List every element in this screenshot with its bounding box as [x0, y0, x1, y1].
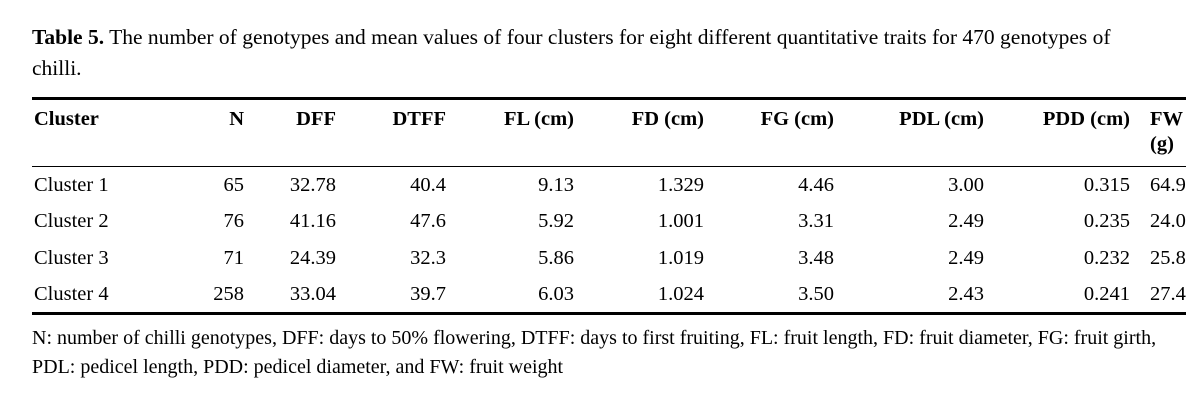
cell-cluster: Cluster 4: [32, 276, 182, 314]
cell-fl: 6.03: [456, 276, 584, 314]
cell-fg: 3.48: [798, 246, 834, 269]
cell-fw: 25.8: [1150, 246, 1186, 269]
table-row: [32, 240, 1186, 276]
cell-fd: 1.001: [657, 210, 704, 233]
column-header-n: N: [182, 99, 254, 167]
cell-dff: 41.16: [289, 210, 336, 233]
cell-pdd: 0.315: [994, 167, 1140, 204]
cell-cluster: Cluster 1: [32, 167, 182, 204]
cell-pdd: 0.235: [1083, 210, 1130, 233]
cell-fl: 5.92: [538, 210, 574, 233]
cell-dff: 33.04: [254, 276, 346, 314]
cell-fd: 1.019: [657, 246, 704, 269]
cell-fw: 24.0: [1150, 210, 1186, 233]
column-header-cluster: Cluster: [32, 99, 182, 167]
cell-fg: 3.31: [798, 210, 834, 233]
cell-pdl: 2.49: [948, 246, 984, 269]
cell-n: 71: [223, 246, 244, 269]
cell-fw: 27.4: [1140, 276, 1186, 314]
cell-dff: 32.78: [254, 167, 346, 204]
column-header-fg: FG (cm): [714, 99, 844, 167]
table-row: [32, 276, 1186, 314]
cell-pdd: 0.241: [994, 276, 1140, 314]
cell-dff: 24.39: [289, 246, 336, 269]
column-header-dtff: DTFF: [346, 99, 456, 167]
cell-fw: 64.9: [1140, 167, 1186, 204]
cluster-means-table: [32, 97, 1186, 315]
table-header-row: [32, 99, 1186, 167]
column-header-fl: FL (cm): [456, 99, 584, 167]
cell-cluster: Cluster 2: [34, 210, 109, 233]
cell-n: 258: [182, 276, 254, 314]
cell-fg: 3.50: [714, 276, 844, 314]
cell-dtff: 39.7: [346, 276, 456, 314]
table-caption-text: The number of genotypes and mean values of four clusters for eight different quantitative traits for 470 genotypes of chilli.: [32, 25, 1111, 80]
cell-n: 65: [182, 167, 254, 204]
table-row: [32, 203, 1186, 239]
column-header-pdl: PDL (cm): [844, 99, 994, 167]
cell-pdd: 0.232: [1083, 246, 1130, 269]
column-header-fd: FD (cm): [584, 99, 714, 167]
column-header-pdd: PDD (cm): [994, 99, 1140, 167]
table-footnote: N: number of chilli genotypes, DFF: days to 50% flowering, DTFF: days to first fruiting, FL: fruit length, FD: fruit diameter, FG: fruit girth, PDL: pedicel length, PDD: pedicel diameter, and FW: fruit weight: [32, 326, 1157, 378]
column-header-fw-line1: FW: [1150, 108, 1184, 131]
column-header-dff: DFF: [254, 99, 346, 167]
cell-dtff: 47.6: [410, 210, 446, 233]
cell-pdl: 3.00: [844, 167, 994, 204]
column-header-fw-line2: (g): [1150, 133, 1174, 156]
table-caption: [32, 22, 1160, 83]
cell-pdl: 2.49: [948, 210, 984, 233]
cell-n: 76: [223, 210, 244, 233]
cell-fg: 4.46: [714, 167, 844, 204]
table-row: [32, 167, 1186, 204]
cell-pdl: 2.43: [844, 276, 994, 314]
cell-fd: 1.329: [584, 167, 714, 204]
cell-fd: 1.024: [584, 276, 714, 314]
table-caption-label: Table 5.: [32, 25, 105, 49]
cell-dtff: 40.4: [346, 167, 456, 204]
cell-cluster: Cluster 3: [34, 246, 109, 269]
cell-fl: 5.86: [538, 246, 574, 269]
column-header-fw: [1140, 99, 1186, 167]
cell-fl: 9.13: [456, 167, 584, 204]
cell-dtff: 32.3: [410, 246, 446, 269]
